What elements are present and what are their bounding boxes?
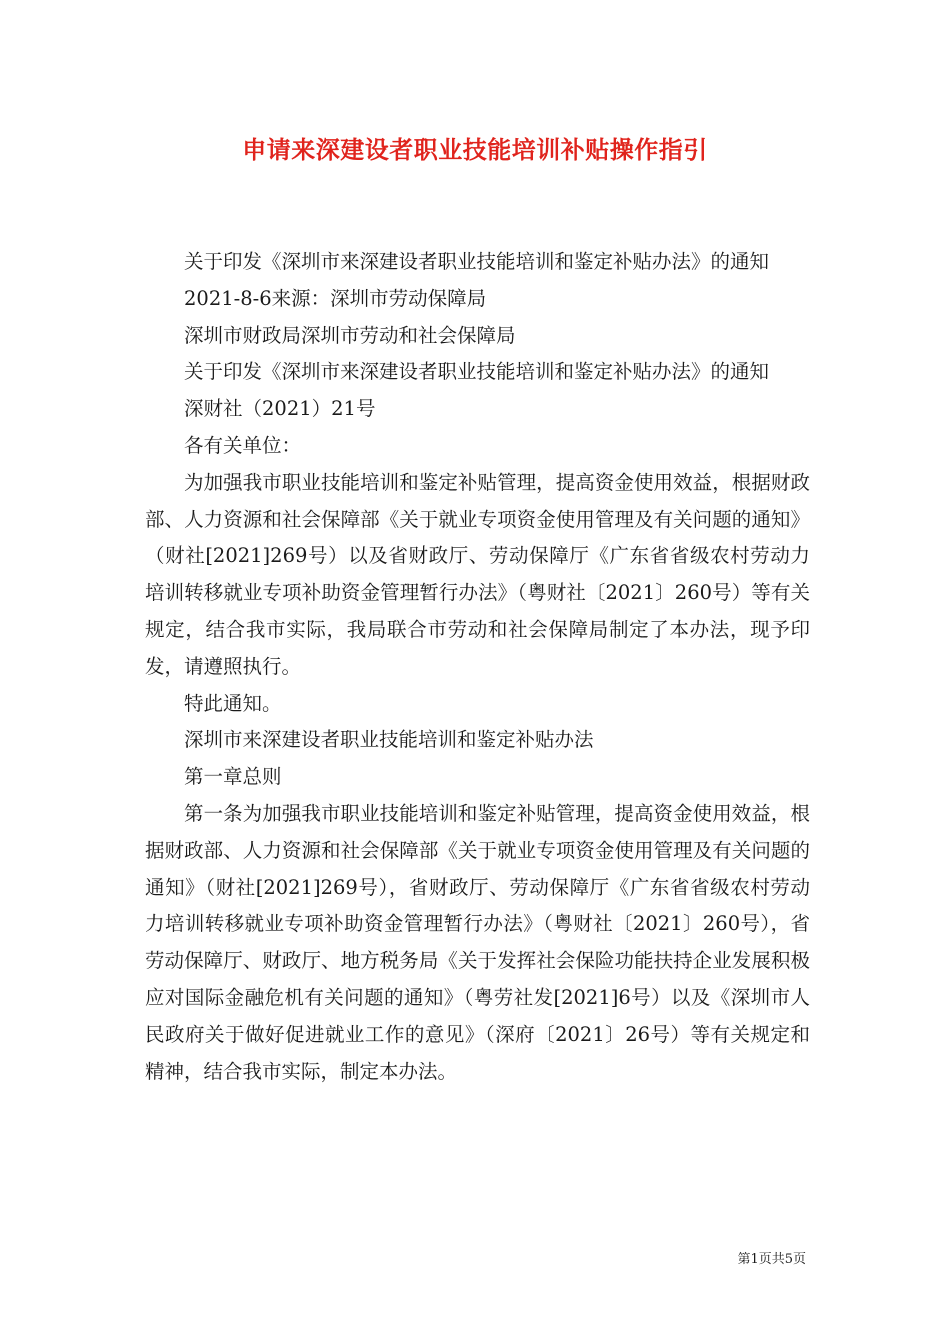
- paragraph-chapter-heading: 第一章总则: [184, 765, 282, 789]
- paragraph-measures-title: 深圳市来深建设者职业技能培训和鉴定补贴办法: [184, 728, 594, 752]
- paragraph-closing: 特此通知。: [184, 691, 282, 715]
- paragraph-article-one: 第一条为加强我市职业技能培训和鉴定补贴管理，提高资金使用效益，根据财政部、人力资源和社会保障部《关于就业专项资金使用管理及有关问题的通知》（财社[2021]269号），省财政厅、劳动保障厅《广东省省级农村劳动力培训转移就业专项补助资金管理暂行办法》（粤财社〔2021〕260号），省劳动保障厅、财政厅、地方税务局《关于发挥社会保险功能扶持企业发展积极应对国际金融危机有关问题的通知》（粤劳社发[2021]6号）以及《深圳市人民政府关于做好促进就业工作的意见》（深府〔2021〕26号）等有关规定和精神，结合我市实际，制定本办法。: [145, 801, 810, 1083]
- paragraph-notice-title-repeat: 关于印发《深圳市来深建设者职业技能培训和鉴定补贴办法》的通知: [184, 360, 770, 384]
- paragraph-body-intro: 为加强我市职业技能培训和鉴定补贴管理，提高资金使用效益，根据财政部、人力资源和社会保障部《关于就业专项资金使用管理及有关问题的通知》（财社[2021]269号）以及省财政厅、劳动保障厅《广东省省级农村劳动力培训转移就业专项补助资金管理暂行办法》（粤财社〔2021〕260号）等有关规定，结合我市实际，我局联合市劳动和社会保障局制定了本办法，现予印发，请遵照执行。: [145, 470, 810, 678]
- paragraph-issuers: 深圳市财政局深圳市劳动和社会保障局: [184, 323, 516, 347]
- paragraph-notice-title: 关于印发《深圳市来深建设者职业技能培训和鉴定补贴办法》的通知: [184, 250, 770, 273]
- paragraph-salutation: 各有关单位：: [184, 433, 302, 457]
- page-number: 第1页共5页: [737, 1252, 806, 1267]
- document-body: [145, 244, 810, 1090]
- paragraph-date-source: 2021-8-6来源：深圳市劳动保障局: [184, 286, 487, 310]
- document-title: 申请来深建设者职业技能培训补贴操作指引: [242, 135, 708, 164]
- paragraph-document-number: 深财社（2021）21号: [184, 397, 376, 421]
